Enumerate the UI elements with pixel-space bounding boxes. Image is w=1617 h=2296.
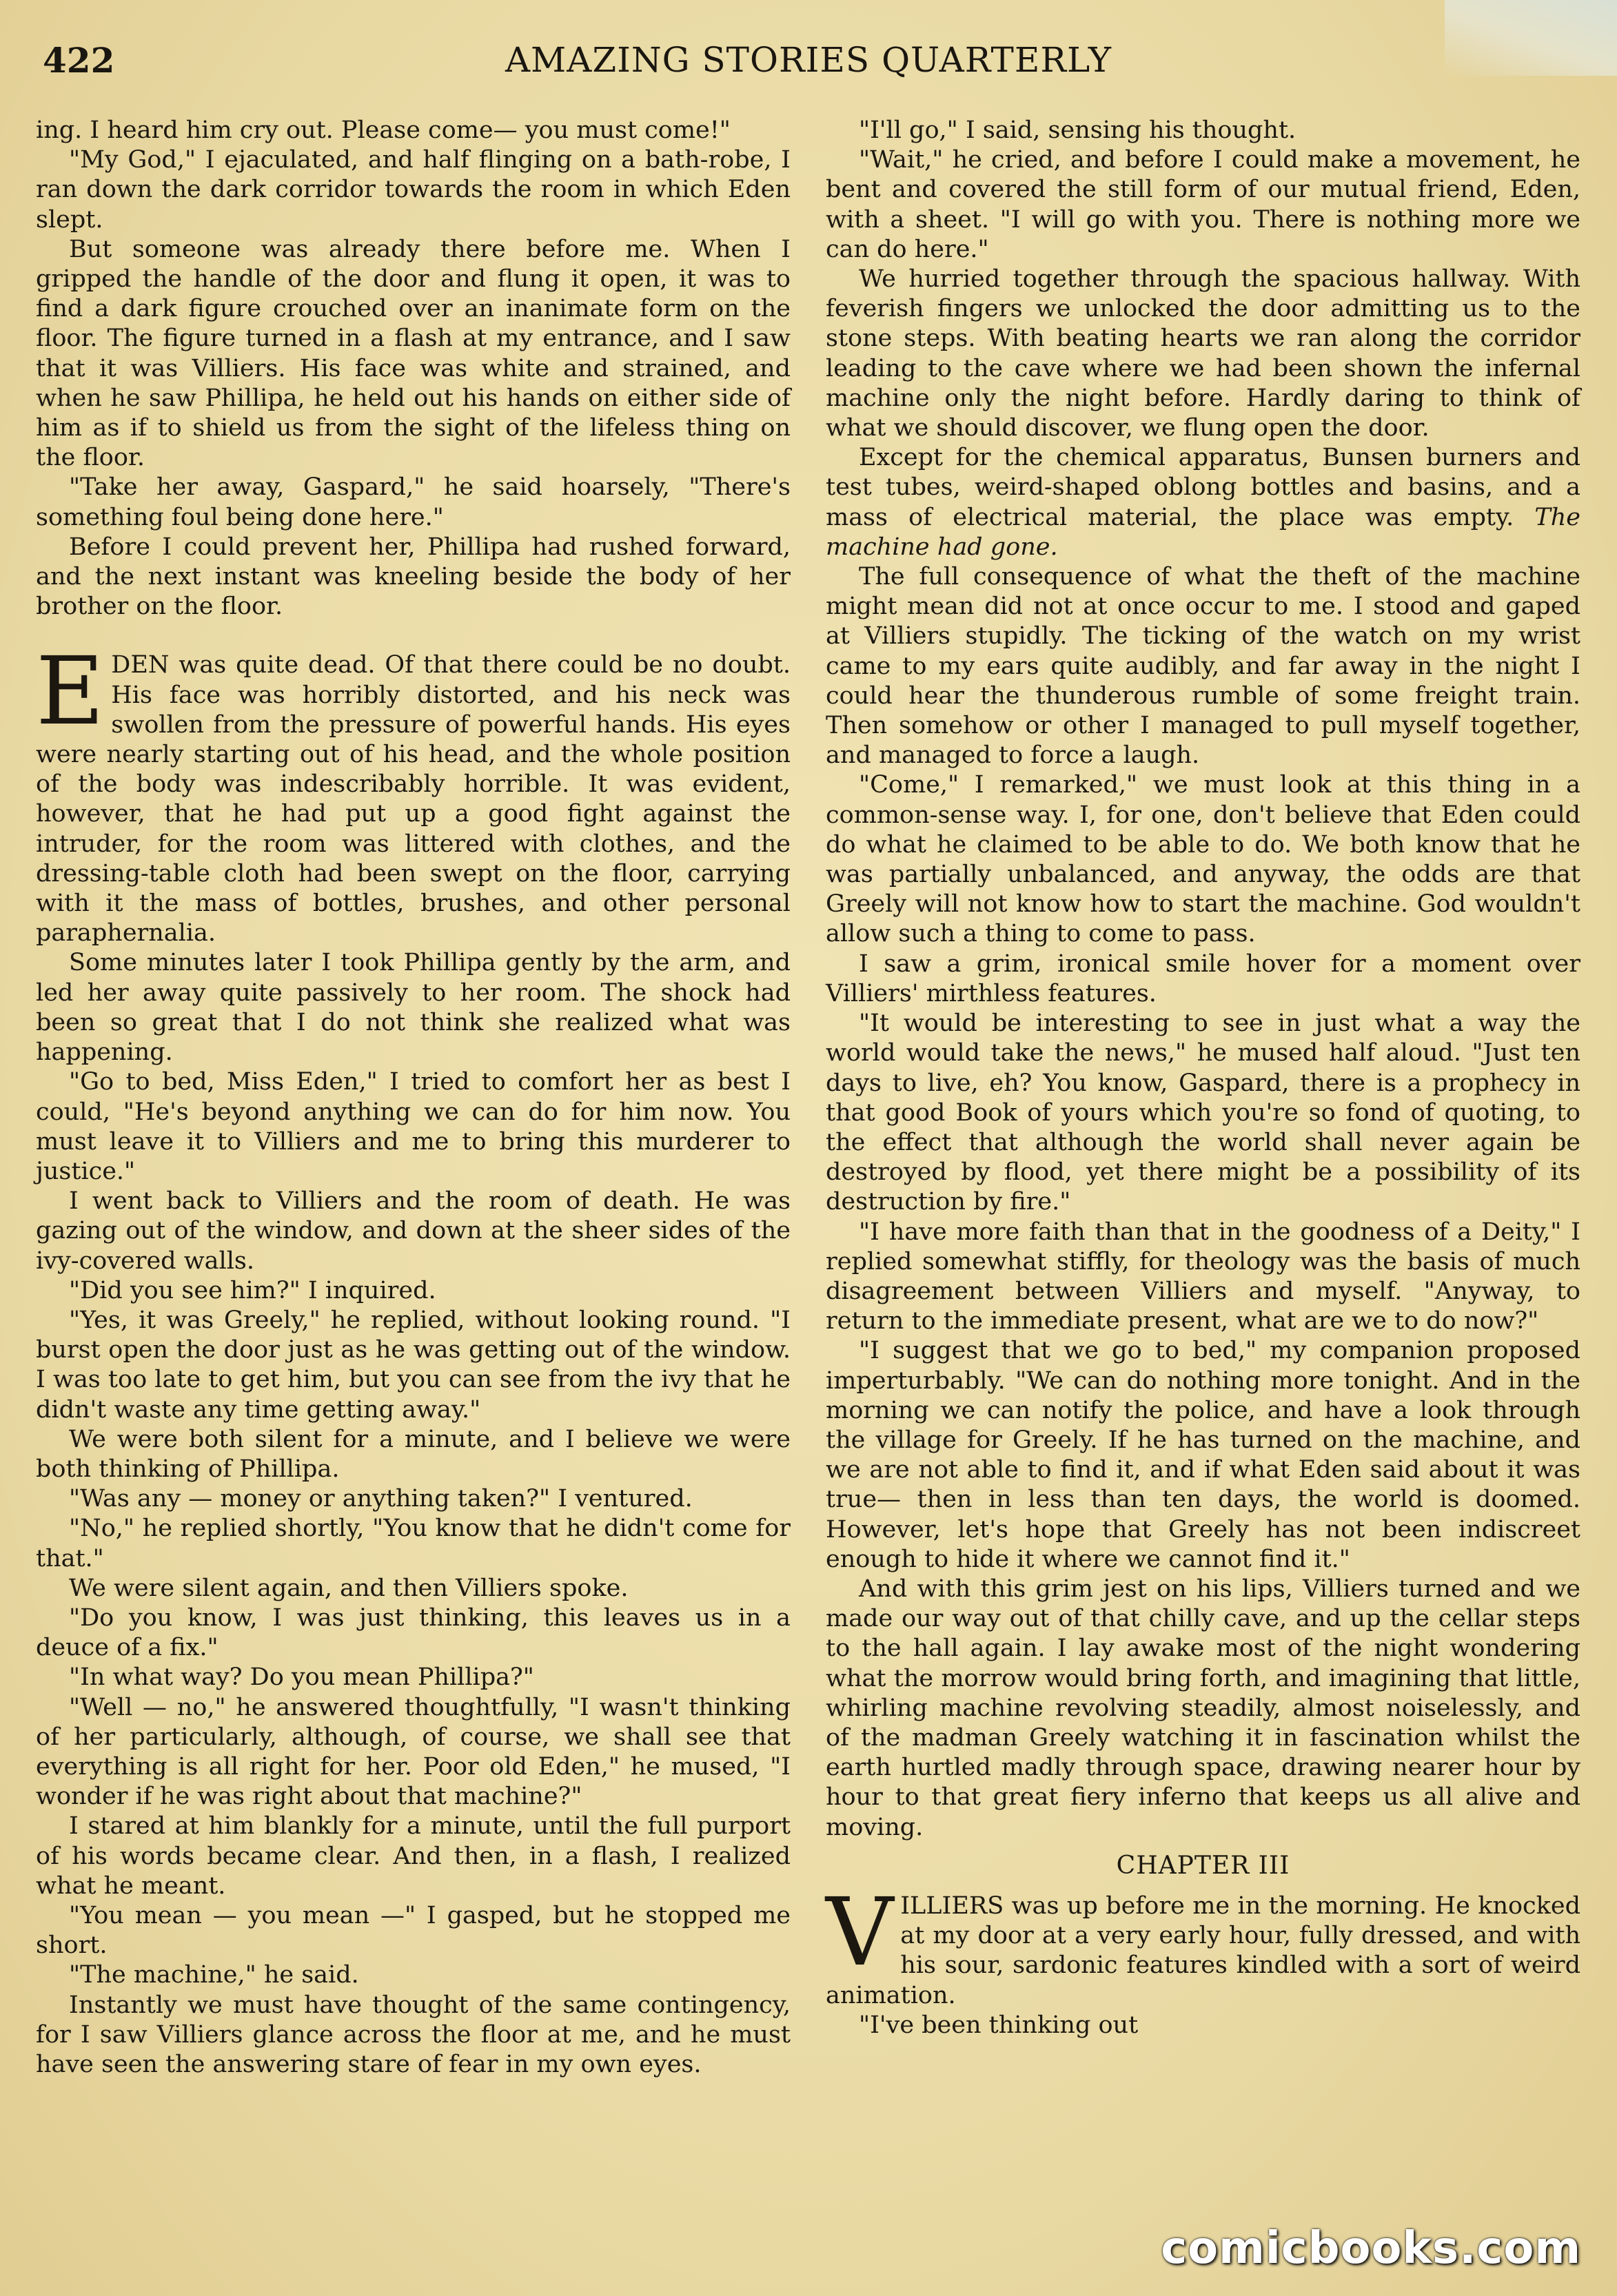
paragraph bbox=[36, 235, 791, 473]
paragraph bbox=[36, 1693, 791, 1812]
paragraph bbox=[826, 2011, 1580, 2040]
paragraph bbox=[36, 1812, 791, 1901]
chapter-heading-text: CHAPTER III bbox=[1116, 1851, 1290, 1880]
paragraph-text: "Wait," he cried, and before I could make a movement, he bent and covered the still form of our mutual friend, Eden, with a sheet. "I will go with you. There is nothing more we can do here." bbox=[826, 146, 1580, 263]
paragraph-text: "Do you know, I was just thinking, this leaves us in a deuce of a fix." bbox=[36, 1603, 791, 1662]
paragraph-text: VILLIERS was up before me in the morning. He knocked at my door at a very early hour, fully dressed, and with his sour, sardonic features kindled with a sort of weird animation. bbox=[826, 1878, 1580, 2009]
paragraph-text: ing. I heard him cry out. Please come— you must come!" bbox=[36, 116, 731, 144]
paragraph bbox=[36, 1484, 791, 1514]
paragraph-text: Except for the chemical apparatus, Bunsen burners and test tubes, weird-shaped oblong bottles and basins, and a mass of electrical material, the place was empty. bbox=[826, 444, 1580, 531]
right-text-column bbox=[826, 116, 1580, 2040]
paragraph bbox=[36, 1663, 791, 1692]
paragraph bbox=[36, 473, 791, 532]
paragraph bbox=[36, 1306, 791, 1425]
paragraph bbox=[826, 770, 1580, 949]
paragraph bbox=[826, 265, 1580, 443]
paragraph bbox=[826, 116, 1580, 145]
paragraph bbox=[36, 1514, 791, 1573]
paragraph-text: EDEN was quite dead. Of that there could be no doubt. His face was horribly distorted, and his neck was swollen from the pressure of powerful hands. His eyes were nearly starting out of his head, and the whole position of the body was indescribably horrible. It was evident, however, that he had put up a good fight against the intruder, for the room was littered with clothes, and the dressing-table cloth had been swept on the floor, carrying with it the mass of bottles, brushes, and other personal paraphernalia. bbox=[36, 637, 791, 947]
paragraph bbox=[36, 637, 791, 948]
watermark-logo: comicbooks.com bbox=[1161, 2223, 1581, 2274]
italic-sentence: The machine had gone. bbox=[826, 503, 1580, 561]
page-number: 422 bbox=[43, 40, 115, 81]
paragraph-text: Before I could prevent her, Phillipa had rushed forward, and the next instant was kneeling beside the body of her brother on the floor. bbox=[36, 533, 791, 621]
left-text-column bbox=[36, 116, 791, 2080]
paragraph-text: "Go to bed, Miss Eden," I tried to comfort her as best I could, "He's beyond anything we can do for him now. You must leave it to Villiers and me to bring this murderer to justice." bbox=[36, 1068, 791, 1185]
paragraph-text: The full consequence of what the theft of the machine might mean did not at once occur to me. I stood and gaped at Villiers stupidly. The ticking of the watch on my wrist came to my ears quite audibly, and far away in the night I could hear the thunderous rumble of some freight train. Then somehow or other I managed to pull myself together, and managed to force a laugh. bbox=[826, 563, 1580, 770]
chapter-heading bbox=[826, 1851, 1580, 1880]
paragraph bbox=[36, 1187, 791, 1276]
paragraph-text: But someone was already there before me. When I gripped the handle of the door and flung it open, it was to find a dark figure crouched over an inanimate form on the floor. The figure turned in a flash at my entrance, and I saw that it was Villiers. His face was white and strained, and when he saw Phillipa, he held out his hands on either side of him as if to shield us from the sight of the lifeless thing on the floor. bbox=[36, 235, 791, 472]
running-header-title: AMAZING STORIES QUARTERLY bbox=[505, 40, 1112, 80]
paragraph bbox=[36, 1276, 791, 1306]
paragraph bbox=[826, 1575, 1580, 1843]
paragraph bbox=[36, 1603, 791, 1663]
paragraph-text: "Was any — money or anything taken?" I ventured. bbox=[69, 1485, 693, 1513]
paragraph-text: Some minutes later I took Phillipa gently by the arm, and led her away quite passively to her room. The shock had been so great that I do not think she realized what was happening. bbox=[36, 949, 791, 1067]
paragraph-text: "It would be interesting to see in just what a way the world would take the news," he mused half aloud. "Just ten days to live, eh? You know, Gaspard, there is a prophecy in that good Book of yours which you're so fond of quoting, to the effect that although the world shall never again be destroyed by flood, yet there might be a possibility of its destruction by fire." bbox=[826, 1009, 1580, 1216]
paragraph bbox=[36, 1960, 791, 1990]
paragraph-text: "I suggest that we go to bed," my companion proposed imperturbably. "We can do nothing more tonight. And in the morning we can notify the police, and have a look through the village for Greely. If he has turned on the machine, and we are not able to find it, and if what Eden said about it was true— then in less than ten days, the world is doomed. However, let's hope that Greely has not been indiscreet enough to hide it where we cannot find it." bbox=[826, 1337, 1580, 1573]
paragraph bbox=[826, 1218, 1580, 1337]
paragraph-text: Instantly we must have thought of the same contingency, for I saw Villiers glance across the floor at me, and he must have seen the answering stare of fear in my own eyes. bbox=[36, 1991, 791, 2078]
paragraph bbox=[36, 948, 791, 1067]
paragraph bbox=[36, 1991, 791, 2080]
paragraph bbox=[826, 1336, 1580, 1575]
paragraph bbox=[826, 1009, 1580, 1217]
paragraph-text: "In what way? Do you mean Phillipa?" bbox=[69, 1663, 534, 1692]
paragraph-text: "My God," I ejaculated, and half flinging on a bath-robe, I ran down the dark corridor towards the room in which Eden slept. bbox=[36, 146, 791, 234]
paragraph-text: "I have more faith than that in the goodness of a Deity," I replied somewhat stiffly, for theology was the basis of much disagreement between Villiers and myself. "Anyway, to return to the immediate present, what are we to do now?" bbox=[826, 1218, 1580, 1335]
paragraph-text: I went back to Villiers and the room of death. He was gazing out of the window, and down at the sheer sides of the ivy-covered walls. bbox=[36, 1187, 791, 1275]
paragraph-text: "Take her away, Gaspard," he said hoarsely, "There's something foul being done here." bbox=[36, 473, 791, 531]
paragraph bbox=[826, 950, 1580, 1009]
paragraph bbox=[36, 116, 791, 145]
paragraph bbox=[36, 1901, 791, 1960]
paragraph bbox=[36, 533, 791, 622]
paragraph bbox=[36, 1067, 791, 1187]
paragraph-text: We hurried together through the spacious hallway. With feverish fingers we unlocked the door admitting us to the stone steps. With beating hearts we ran along the corridor leading to the cave where we had been shown the infernal machine only the night before. Hardly daring to think of what we should discover, we flung open the door. bbox=[826, 265, 1580, 442]
paragraph bbox=[826, 1878, 1580, 2011]
paragraph-text: We were both silent for a minute, and I believe we were both thinking of Phillipa. bbox=[36, 1425, 791, 1483]
paragraph-text: "Well — no," he answered thoughtfully, "I wasn't thinking of her particularly, although, of course, we shall see that everything is all right for her. Poor old Eden," he mused, "I wonder if he was right about that machine?" bbox=[36, 1693, 791, 1811]
paragraph bbox=[36, 1574, 791, 1603]
paragraph-text: "No," he replied shortly, "You know that he didn't come for that." bbox=[36, 1515, 791, 1572]
paragraph bbox=[36, 145, 791, 235]
paragraph-text: "I'll go," I said, sensing his thought. bbox=[859, 116, 1296, 144]
paragraph bbox=[826, 562, 1580, 770]
paragraph-text: "Come," I remarked," we must look at this thing in a common-sense way. I, for one, don't believe that Eden could do what he claimed to be able to do. We both know that he was partially unbalanced, and anyway, the odds are that Greely will not know how to start the machine. God wouldn't allow such a thing to come to pass. bbox=[826, 771, 1580, 948]
paragraph-text: "I've been thinking out bbox=[859, 2011, 1139, 2039]
paragraph bbox=[36, 1425, 791, 1484]
paragraph-text: "The machine," he said. bbox=[69, 1961, 359, 1989]
paragraph-text: "You mean — you mean —" I gasped, but he stopped me short. bbox=[36, 1901, 791, 1960]
paragraph-text: "Yes, it was Greely," he replied, without looking round. "I burst open the door just as he was getting out of the window. I was too late to get him, but you can see from the ivy that he didn't waste any time getting away." bbox=[36, 1306, 791, 1424]
paragraph-text: And with this grim jest on his lips, Villiers turned and we made our way out of that chilly cave, and up the cellar steps to the hall again. I lay awake most of the night wondering what the morrow would bring forth, and imagining that little, whirling machine revolving steadily, almost noiselessly, and of the madman Greely watching it in fascination whilst the earth hurtled madly through space, drawing nearer hour by hour to that great fiery inferno that keeps us all alive and moving. bbox=[826, 1575, 1580, 1841]
paragraph-text: We were silent again, and then Villiers spoke. bbox=[69, 1574, 629, 1602]
paragraph-text: I stared at him blankly for a minute, until the full purport of his words became clear. And then, in a flash, I realized what he meant. bbox=[36, 1812, 791, 1900]
paragraph-text: "Did you see him?" I inquired. bbox=[69, 1276, 436, 1304]
paragraph bbox=[826, 443, 1580, 562]
paragraph bbox=[826, 145, 1580, 265]
paragraph-text: I saw a grim, ironical smile hover for a moment over Villiers' mirthless features. bbox=[826, 950, 1580, 1007]
